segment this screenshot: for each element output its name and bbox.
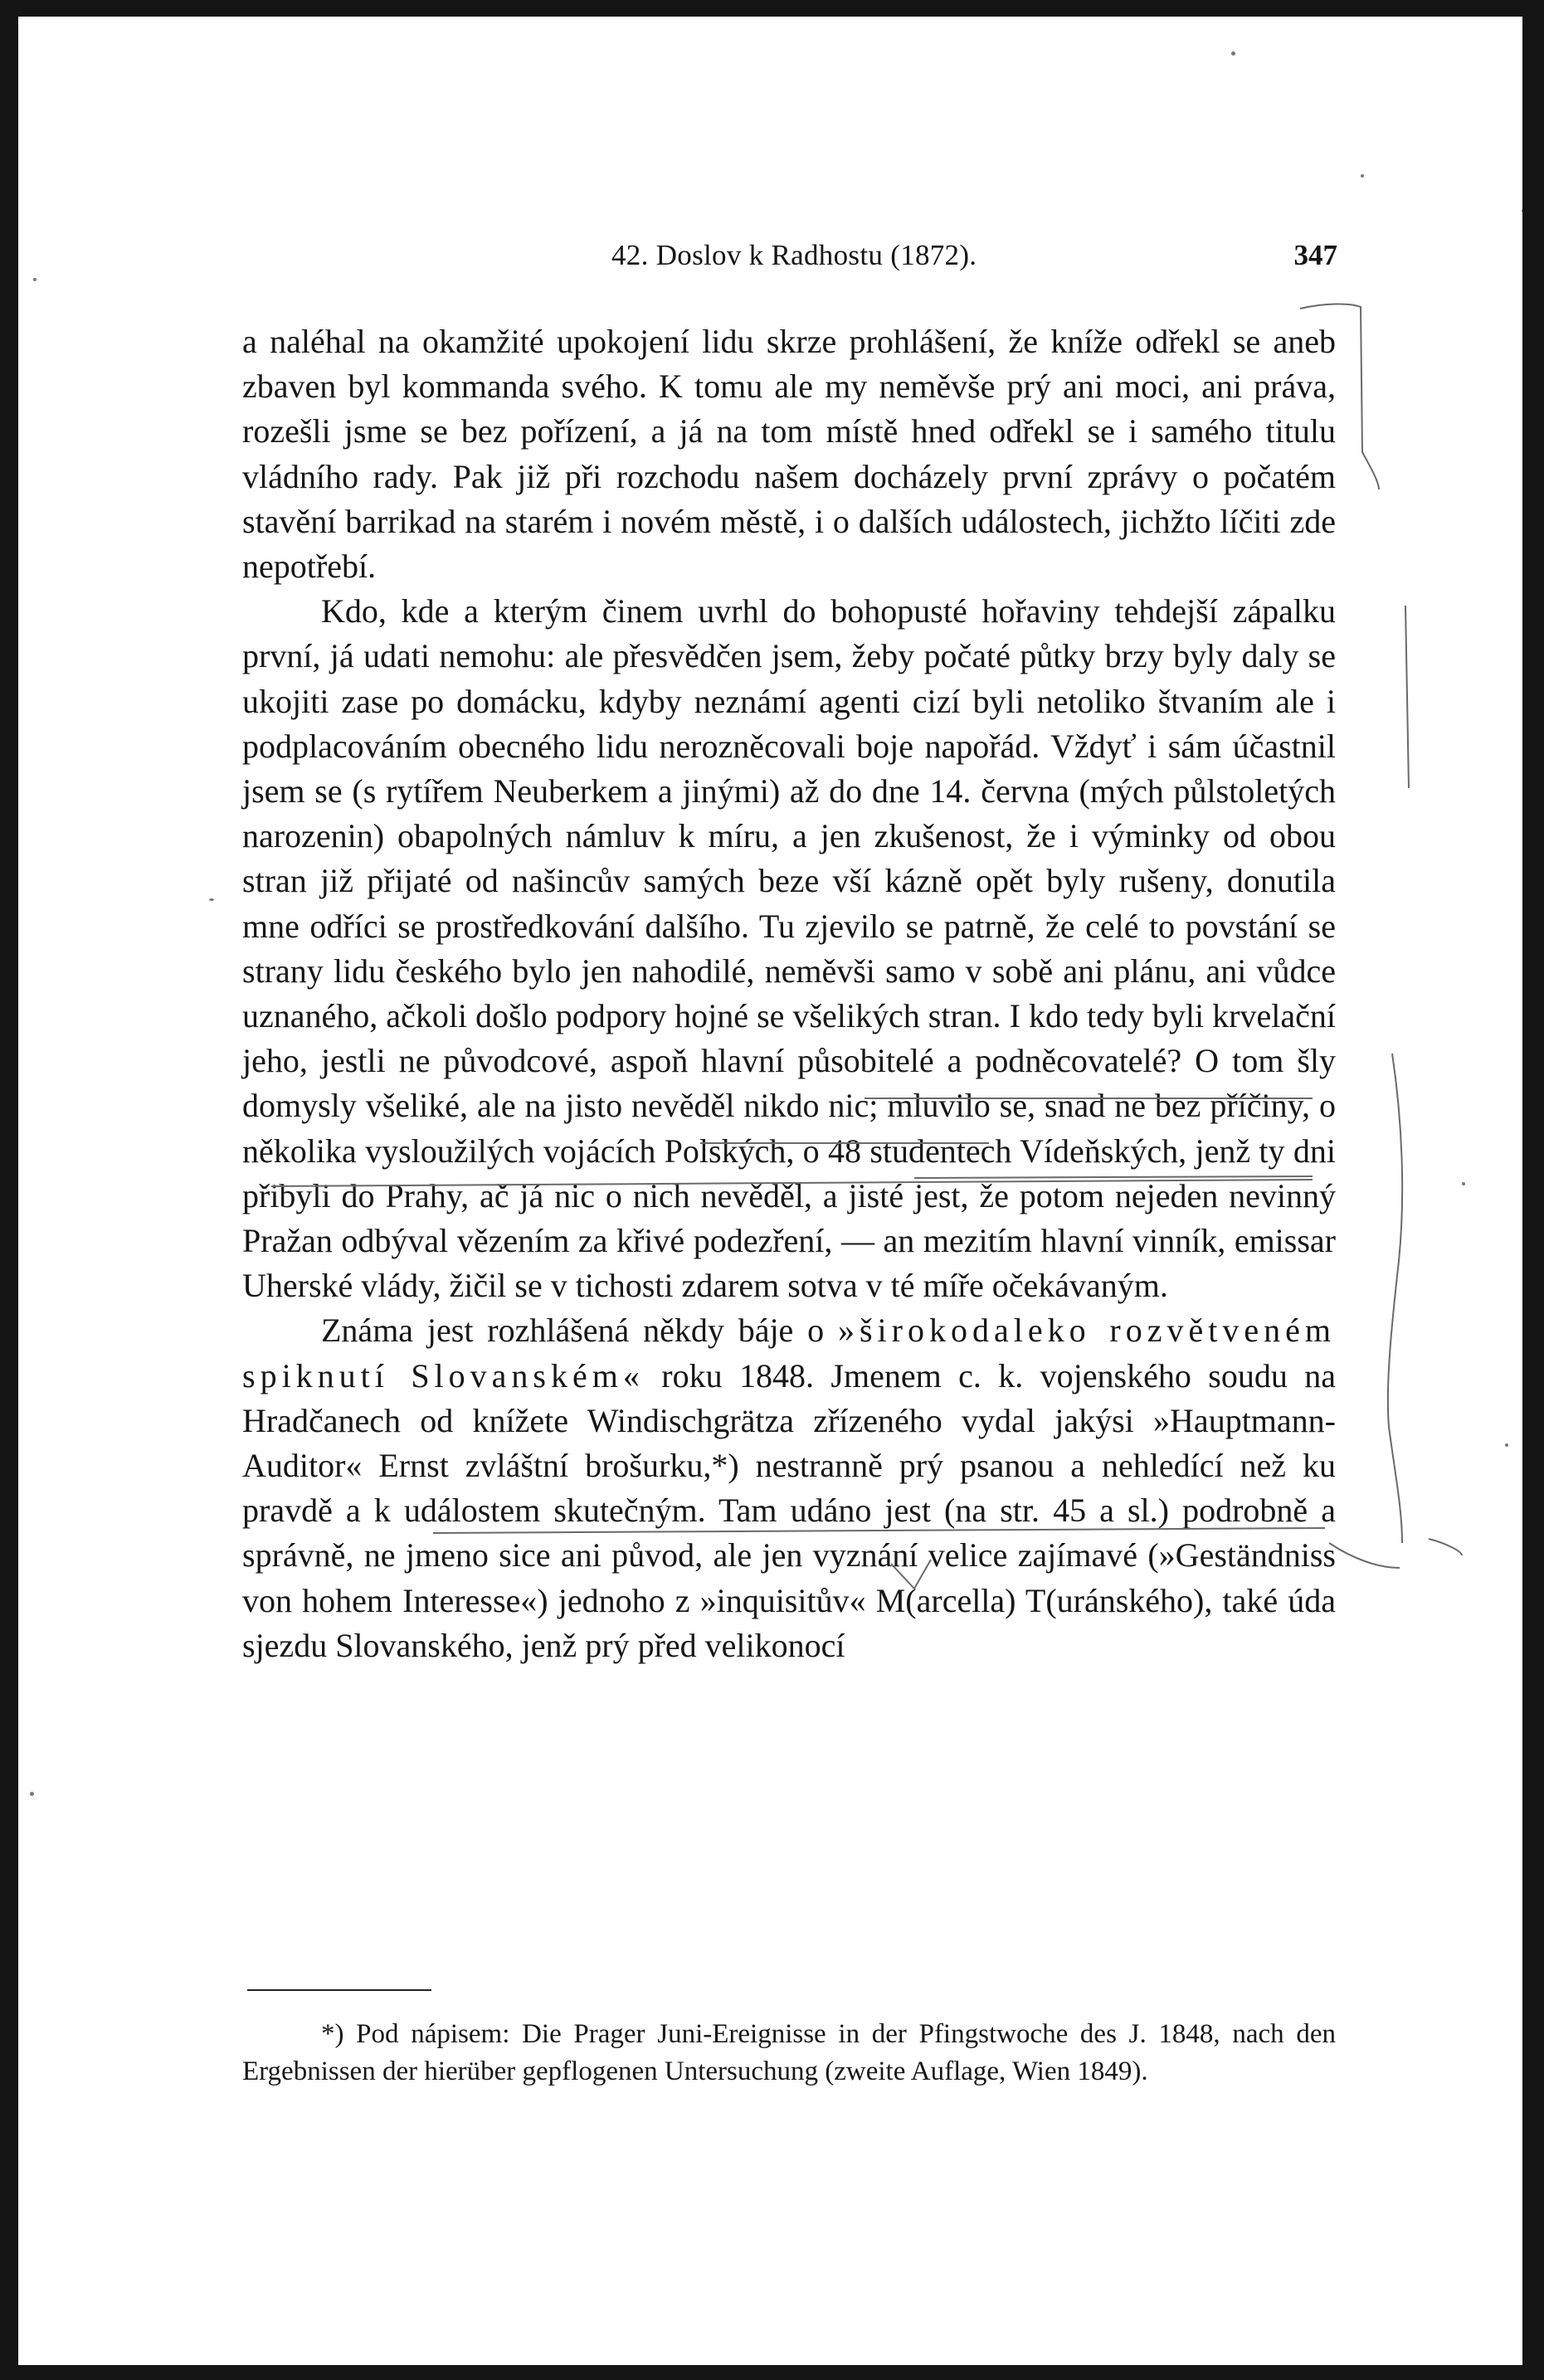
page-number: 347 xyxy=(1293,239,1337,271)
footnote-text: *) Pod nápisem: Die Prager Juni-Ereignisse in der Pfingstwoche des J. 1848, nach den Ergebnissen der hierüber gepflogenen Untersuchung (zweite Auflage, Wien 1849). xyxy=(242,2019,1336,2086)
paper-speck xyxy=(33,278,37,281)
paragraph-3 xyxy=(242,1308,1336,1668)
page-header xyxy=(242,239,1337,289)
running-head: 42. Doslov k Radhostu (1872). xyxy=(611,239,977,271)
margin-tick-right xyxy=(1429,1539,1462,1555)
footnote xyxy=(242,2016,1336,2090)
paragraph-1: a naléhal na okamžité upokojení lidu skrze prohlášení, že kníže odřekl se aneb zbaven byl kommanda svého. K tomu ale my neměvše prý ani moci, ani práva, rozešli jsme se bez pořízení, a já na tom místě hned odřekl se i samého titulu vládního rady. Pak již při rozchodu našem docházely první zprávy o počatém stavění barrikad na starém i novém městě, i o dalších událostech, jichžto líčiti zde nepotřebí. xyxy=(242,323,1336,586)
paragraph-3-start: Známa jest rozhlášená někdy báje o xyxy=(321,1312,838,1350)
paper-speck xyxy=(209,898,214,901)
paper-speck xyxy=(1361,174,1364,178)
paragraph-3-rest: roku 1848. Jmenem c. k. vojenského soudu na Hradčanech od knížete Windischgrätza zřízeného vydal jakýsi »Hauptmann-Auditor« Ernst zvláštní brošurku,*) nestranně prý psanou a nehledící než ku pravdě a k událostem skutečným. Tam udáno jest (na str. 45 a sl.) podrobně a správně, ne jmeno sice ani původ, ale jen vyznání velice zajímavé (»Geständniss von hohem Interesse«) jednoho z »inquisitův« M(arcella) T(uránského), také úda sjezdu Slovanského, jenž prý před velikonocí xyxy=(242,1356,1336,1664)
margin-line-lower xyxy=(1329,1543,1400,1568)
paper-speck xyxy=(1505,1443,1508,1447)
paper-speck xyxy=(1231,51,1235,56)
paragraph-2: Kdo, kde a kterým činem uvrhl do bohopusté hořaviny tehdejší zápalku první, já udati nemohu: ale přesvědčen jsem, žeby počaté půtky brzy byly daly se ukojiti zase po domácku, kdyby neznámí agenti cizí byli netoliko štvaním ale i podplacováním obecného lidu nerozněcovali boje napořád. Vždyť i sám účastnil jsem se (s rytířem Neuberkem a jinými) až do dne 14. června (mých půlstoletých narozenin) obapolných námluv k míru, a jen zkušenost, že i výminky od obou stran již přijaté od našincův samých beze vší kázně opět byly rušeny, donutila mne odříci se prostředkování dalšího. Tu zjevilo se patrně, že celé to povstání se strany lidu českého bylo jen nahodilé, neměvši samo v sobě ani plánu, ani vůdce uznaného, ačkoli došlo podpory hojné se všelikých stran. I kdo tedy byli krvelační jeho, jestli ne původcové, aspoň hlavní působitelé a podněcovatelé? O tom šly domysly všeliké, ale na jisto nevěděl nikdo nic; mluvilo se, snad ne bez příčiny, o několika vysloužilých vojácích Polských, o 48 studentech Vídeňských, jenž ty dni přibyli do Prahy, ač já nic o nich nevěděl, a jisté jest, že potom nejeden nevinný Pražan odbýval vězením za křivé podezření, — an mezitím hlavní vinník, emissar Uherské vlády, žičil se v tichosti zdarem sotva v té míře očekávaným. xyxy=(242,592,1336,1305)
paper-speck xyxy=(1462,1182,1465,1185)
paper-speck xyxy=(30,1792,34,1796)
spaced-emphasis: »širokodaleko rozvětveném spiknutí Slovanském« xyxy=(242,1312,1336,1394)
margin-curve-right xyxy=(1388,1054,1402,1543)
margin-line-right xyxy=(1405,606,1409,788)
main-text xyxy=(242,319,1336,1668)
paper-speck xyxy=(1522,209,1525,212)
footnote-divider xyxy=(247,1989,431,1991)
